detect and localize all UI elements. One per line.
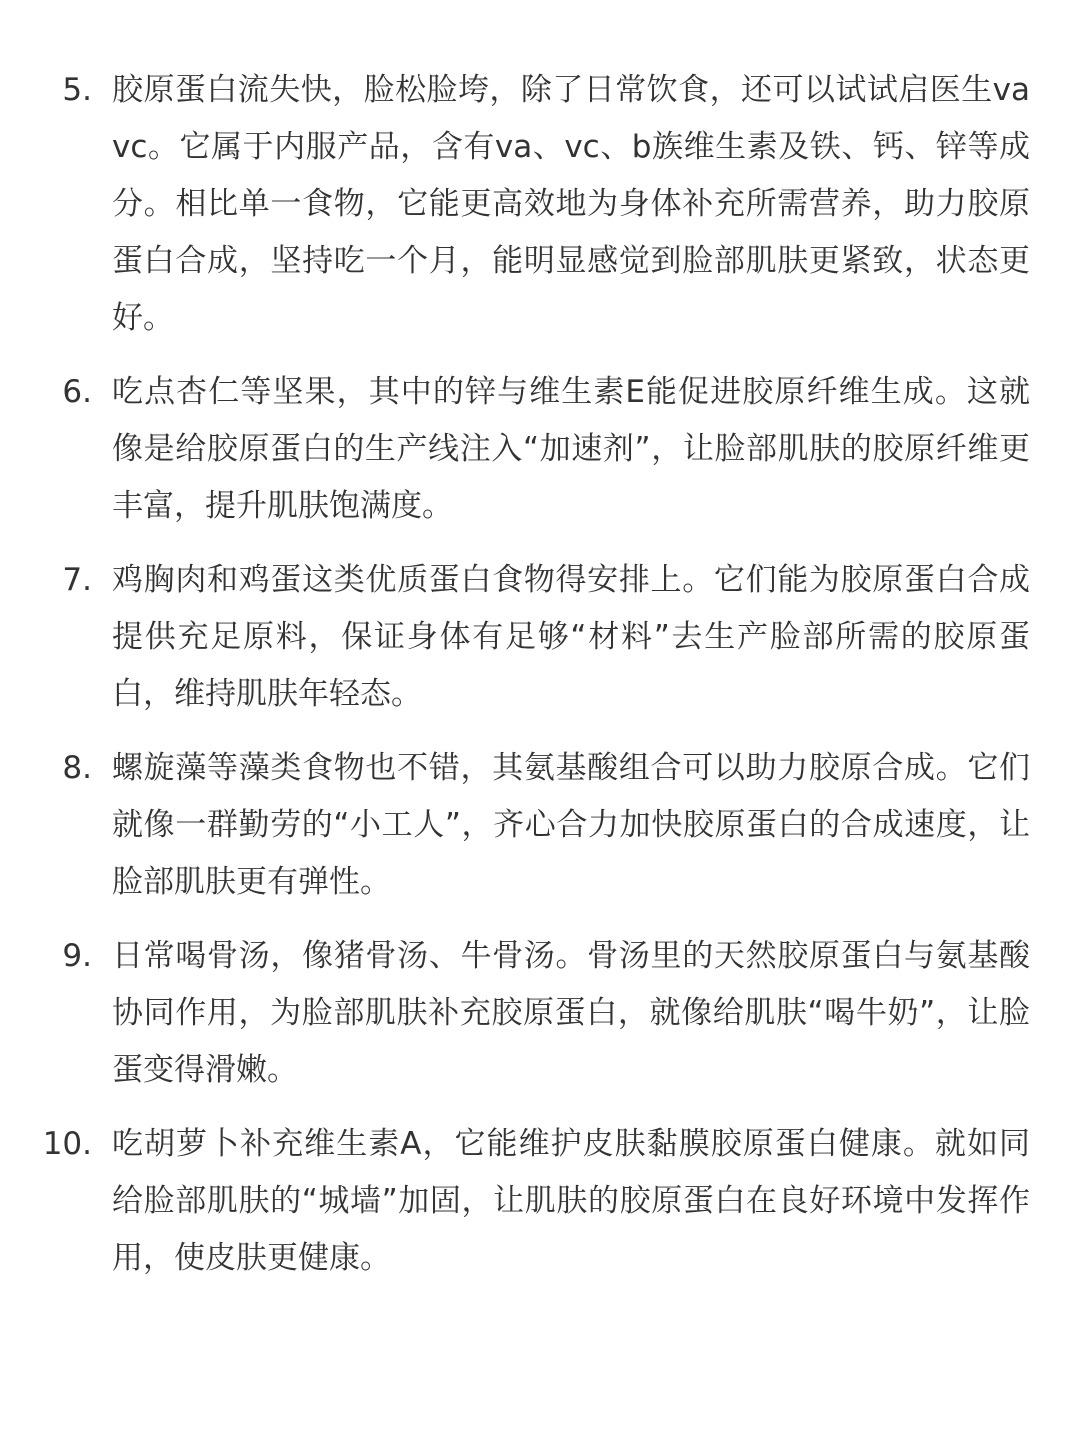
list-number: 9. xyxy=(62,938,92,974)
list-text: 螺旋藻等藻类食物也不错，其氨基酸组合可以助力胶原合成。它们就像一群勤劳的“小工人”，齐心合力加快胶原蛋白的合成速度，让脸部肌肤更有弹性。 xyxy=(112,750,1030,900)
list-text: 吃胡萝卜补充维生素A，它能维护皮肤黏膜胶原蛋白健康。就如同给脸部肌肤的“城墙”加固，让肌肤的胶原蛋白在良好环境中发挥作用，使皮肤更健康。 xyxy=(112,1126,1030,1276)
list-item-10 xyxy=(0,1116,1080,1287)
list-number: 10. xyxy=(42,1126,92,1162)
list-text: 胶原蛋白流失快，脸松脸垮，除了日常饮食，还可以试试启医生vavc。它属于内服产品，含有va、vc、b族维生素及铁、钙、锌等成分。相比单一食物，它能更高效地为身体补充所需营养，助力胶原蛋白合成，坚持吃一个月，能明显感觉到脸部肌肤更紧致，状态更好。 xyxy=(112,72,1030,336)
list-item-5 xyxy=(0,62,1080,347)
list-number: 8. xyxy=(62,750,92,786)
list-text: 鸡胸肉和鸡蛋这类优质蛋白食物得安排上。它们能为胶原蛋白合成提供充足原料，保证身体有足够“材料”去生产脸部所需的胶原蛋白，维持肌肤年轻态。 xyxy=(112,562,1030,712)
list-number: 7. xyxy=(62,562,92,598)
list-number: 6. xyxy=(62,374,92,410)
list-text: 吃点杏仁等坚果，其中的锌与维生素E能促进胶原纤维生成。这就像是给胶原蛋白的生产线注入“加速剂”，让脸部肌肤的胶原纤维更丰富，提升肌肤饱满度。 xyxy=(112,374,1030,524)
list-item-8 xyxy=(0,740,1080,911)
list-item-6 xyxy=(0,364,1080,535)
numbered-list xyxy=(0,62,1080,1304)
list-number: 5. xyxy=(62,72,92,108)
list-item-7 xyxy=(0,552,1080,723)
list-item-9 xyxy=(0,928,1080,1099)
list-text: 日常喝骨汤，像猪骨汤、牛骨汤。骨汤里的天然胶原蛋白与氨基酸协同作用，为脸部肌肤补充胶原蛋白，就像给肌肤“喝牛奶”，让脸蛋变得滑嫩。 xyxy=(112,938,1030,1088)
